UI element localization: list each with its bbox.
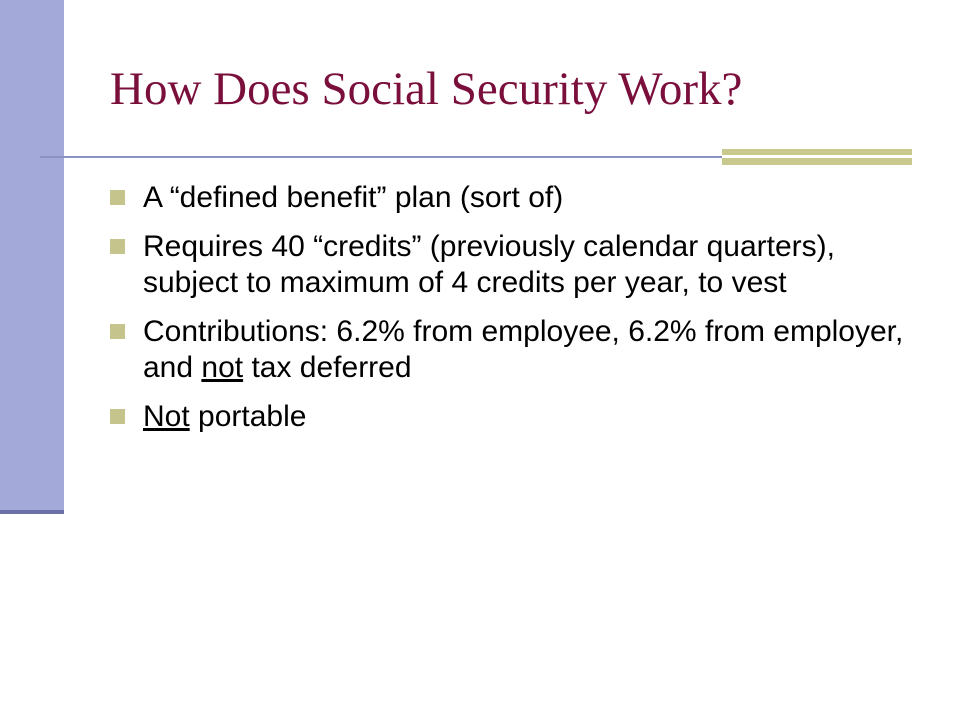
underlined-emphasis: Not bbox=[143, 400, 190, 433]
divider-accent-block bbox=[722, 149, 912, 165]
bullet-text: Requires 40 “credits” (previously calendar quarters), subject to maximum of 4 credits per year, to vest bbox=[143, 230, 835, 299]
bullet-item bbox=[110, 399, 910, 435]
square-bullet-icon bbox=[110, 324, 125, 339]
bullet-item bbox=[110, 229, 910, 301]
left-accent-bar-edge bbox=[0, 510, 64, 514]
bullet-list bbox=[110, 180, 910, 435]
left-accent-bar bbox=[0, 0, 64, 512]
square-bullet-icon bbox=[110, 409, 125, 424]
slide-body bbox=[110, 180, 910, 448]
square-bullet-icon bbox=[110, 239, 125, 254]
slide-title: How Does Social Security Work? bbox=[110, 63, 743, 115]
bullet-item bbox=[110, 314, 910, 386]
bullet-text: A “defined benefit” plan (sort of) bbox=[143, 181, 564, 214]
underlined-emphasis: not bbox=[201, 351, 244, 384]
bullet-text-post: tax deferred bbox=[243, 351, 412, 384]
bullet-item bbox=[110, 180, 910, 216]
bullet-text-pre: Contributions: 6.2% from employee, 6.2% from employer, and bbox=[143, 315, 904, 384]
square-bullet-icon bbox=[110, 190, 125, 205]
bullet-text-post: portable bbox=[189, 400, 307, 433]
